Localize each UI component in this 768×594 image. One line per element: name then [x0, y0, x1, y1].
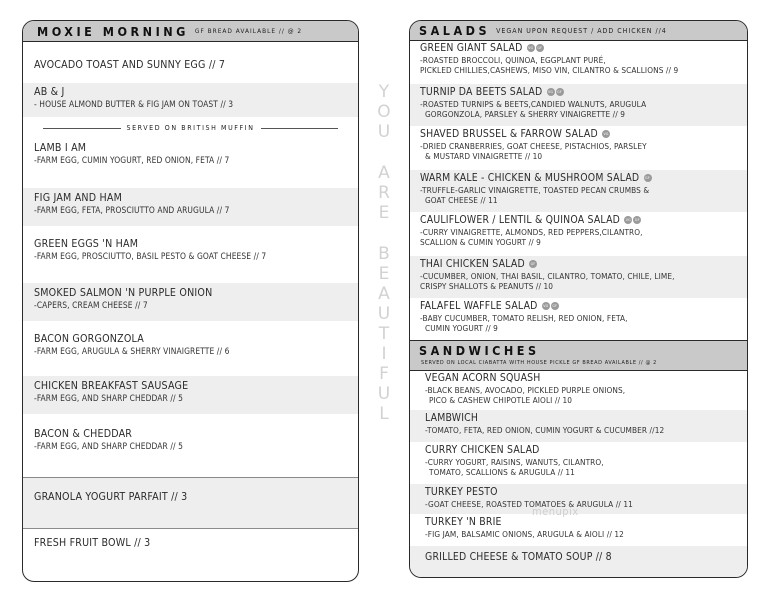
sandwich-item: [410, 444, 747, 484]
item-name: THAI CHICKEN SALAD: [420, 258, 525, 270]
salad-item: [410, 128, 747, 170]
item-desc: -ROASTED TURNIPS & BEETS,CANDIED WALNUTS, ARUGULA: [420, 98, 647, 109]
item-name-line: [420, 128, 747, 141]
vertical-gap: [372, 223, 396, 244]
item-name: GRILLED CHEESE & TOMATO SOUP // 8: [425, 551, 612, 563]
item-name: LAMB I AM: [34, 142, 87, 154]
item-name: VEGAN ACORN SQUASH: [425, 372, 541, 384]
item-name-line: [420, 300, 747, 313]
item-name: BACON & CHEDDAR: [34, 428, 133, 440]
item-name: AB & J: [34, 86, 65, 98]
lunch-menu-panel: [409, 20, 748, 578]
salad-item: [410, 256, 747, 298]
breakfast-header: [23, 21, 358, 42]
menu-item: [23, 142, 358, 172]
salad-item: [410, 170, 747, 212]
item-name: TURKEY PESTO: [425, 486, 498, 498]
item-name: CAULIFLOWER / LENTIL & QUINOA SALAD: [420, 214, 621, 226]
item-name: WARM KALE - CHICKEN & MUSHROOM SALAD: [420, 172, 640, 184]
item-desc: CUMIN YOGURT // 9: [425, 322, 498, 333]
vertical-letter: I: [381, 344, 387, 364]
item-name: GRANOLA YOGURT PARFAIT // 3: [34, 491, 188, 503]
salad-item: [410, 300, 747, 340]
vertical-letter: R: [378, 183, 390, 203]
vegan-badge-icon: VG: [543, 304, 549, 308]
item-desc: TOMATO, SCALLIONS & ARUGULA // 11: [429, 466, 575, 477]
divider-line: [43, 128, 121, 129]
vertical-letter: U: [377, 384, 391, 404]
menu-item: [23, 59, 358, 79]
menu-item: [23, 283, 358, 321]
muffin-divider: [43, 124, 338, 132]
item-name: GREEN EGGS 'N HAM: [34, 238, 139, 250]
item-desc: -CAPERS, CREAM CHEESE // 7: [34, 300, 148, 310]
item-name: SHAVED BRUSSEL & FARROW SALAD: [420, 128, 598, 140]
item-name: FIG JAM AND HAM: [34, 192, 123, 204]
vegan-badge-icon: VG: [547, 90, 554, 94]
item-name: TURKEY 'N BRIE: [425, 516, 502, 528]
item-name: LAMBWICH: [425, 412, 479, 424]
vegan-badge-icon: VG: [528, 46, 534, 50]
item-desc: GORGONZOLA, PARSLEY & SHERRY VINAIGRETTE // 9: [425, 108, 626, 119]
item-name: SMOKED SALMON 'N PURPLE ONION: [34, 287, 213, 299]
salad-item: [410, 42, 747, 84]
item-name-line: [420, 172, 747, 185]
item-name: FRESH FRUIT BOWL // 3: [34, 537, 151, 549]
item-desc: -FARM EGG, AND SHARP CHEDDAR // 5: [34, 393, 184, 403]
vertical-letter: A: [378, 284, 390, 304]
item-desc: - HOUSE ALMOND BUTTER & FIG JAM ON TOAST // 3: [34, 99, 234, 109]
sandwich-item: [410, 516, 747, 546]
menu-item: [23, 537, 358, 557]
item-desc: -FARM EGG, CUMIN YOGURT, RED ONION, FETA // 7: [34, 155, 230, 165]
gluten-free-badge-icon: GF: [530, 262, 536, 266]
salads-subtitle: VEGAN UPON REQUEST / ADD CHICKEN //4: [496, 26, 667, 35]
vertical-letter: O: [377, 102, 391, 122]
salad-item: [410, 84, 747, 126]
item-name: TURNIP DA BEETS SALAD: [420, 86, 543, 98]
menu-item: [23, 188, 358, 226]
sandwich-item: [410, 546, 747, 577]
vertical-letter: Y: [378, 82, 390, 102]
menu-item: [23, 333, 358, 363]
salads-header: [410, 21, 747, 41]
gluten-free-badge-icon: GF: [557, 90, 562, 94]
gluten-free-badge-icon: GF: [537, 46, 543, 50]
item-name: GREEN GIANT SALAD: [420, 42, 523, 54]
menu-item: [23, 83, 358, 117]
item-desc: -FARM EGG, FETA, PROSCIUTTO AND ARUGULA // 7: [34, 205, 230, 215]
item-desc: PICO & CASHEW CHIPOTLE AIOLI // 10: [429, 394, 573, 405]
vertical-letter: L: [379, 404, 389, 424]
vertical-gap: [372, 142, 396, 163]
vertical-letter: U: [377, 304, 391, 324]
item-name-line: [420, 86, 747, 99]
you-are-beautiful-text: [372, 82, 396, 512]
item-desc: -TOMATO, FETA, RED ONION, CUMIN YOGURT & CUCUMBER //12: [425, 424, 665, 435]
item-desc: -CURRY VINAIGRETTE, ALMONDS, RED PEPPERS,CILANTRO,: [420, 226, 643, 237]
item-desc: -BLACK BEANS, AVOCADO, PICKLED PURPLE ONIONS,: [425, 384, 626, 395]
vertical-letter: A: [378, 163, 390, 183]
item-desc: -CURRY YOGURT, RAISINS, WANUTS, CILANTRO,: [425, 456, 604, 467]
sandwiches-header: [410, 340, 747, 371]
breakfast-subtitle: GF BREAD AVAILABLE // @ 2: [194, 27, 303, 35]
sandwich-item: [410, 372, 747, 410]
sandwiches-subtitle: SERVED ON LOCAL CIABATTA WITH HOUSE PICKLE GF BREAD AVAILABLE // @ 2: [421, 360, 657, 366]
vegan-badge-icon: VG: [603, 132, 609, 136]
vertical-letter: U: [377, 122, 391, 142]
breakfast-menu-panel: [22, 20, 359, 582]
gluten-free-badge-icon: GF: [645, 176, 650, 180]
salads-title: SALADS: [419, 23, 491, 38]
menu-item: [23, 478, 358, 528]
menu-item: [23, 376, 358, 414]
vertical-letter: E: [378, 264, 390, 284]
item-name: BACON GORGONZOLA: [34, 333, 145, 345]
gluten-free-badge-icon: GF: [552, 304, 558, 308]
menu-item: [23, 238, 358, 268]
section-separator: [23, 528, 358, 529]
vertical-letter: T: [378, 324, 390, 344]
watermark-text: menupix: [532, 505, 579, 518]
item-desc: -FARM EGG, PROSCIUTTO, BASIL PESTO & GOAT CHEESE // 7: [34, 251, 267, 261]
item-name: CURRY CHICKEN SALAD: [425, 444, 540, 456]
item-name-line: [420, 42, 747, 55]
menu-item: [23, 428, 358, 458]
item-desc: -DRIED CRANBERRIES, GOAT CHEESE, PISTACHIOS, PARSLEY: [420, 140, 647, 151]
item-desc: -CUCUMBER, ONION, THAI BASIL, CILANTRO, TOMATO, CHILE, LIME,: [420, 270, 675, 281]
item-desc: -GOAT CHEESE, ROASTED TOMATOES & ARUGULA // 11: [425, 498, 633, 509]
item-name: CHICKEN BREAKFAST SAUSAGE: [34, 380, 189, 392]
item-desc: -FARM EGG, ARUGULA & SHERRY VINAIGRETTE // 6: [34, 346, 230, 356]
item-name: AVOCADO TOAST AND SUNNY EGG // 7: [34, 59, 226, 71]
item-desc: PICKLED CHILLIES,CASHEWS, MISO VIN, CILANTRO & SCALLIONS // 9: [420, 64, 679, 75]
vertical-letter: E: [378, 203, 390, 223]
breakfast-title: MOXIE MORNING: [37, 23, 189, 39]
sandwiches-title: SANDWICHES: [419, 343, 540, 358]
item-desc: SCALLION & CUMIN YOGURT // 9: [420, 236, 541, 247]
muffin-label: SERVED ON BRITISH MUFFIN: [126, 124, 255, 132]
gluten-free-badge-icon: GF: [634, 218, 640, 222]
item-desc: -TRUFFLE-GARLIC VINAIGRETTE, TOASTED PECAN CRUMBS &: [420, 184, 650, 195]
item-desc: GOAT CHEESE // 11: [425, 194, 498, 205]
vegan-badge-icon: VG: [625, 218, 631, 222]
item-desc: -ROASTED BROCCOLI, QUINOA, EGGPLANT PURÉ,: [420, 54, 606, 65]
item-name-line: [420, 214, 747, 227]
salad-item: [410, 214, 747, 256]
sandwich-item: [410, 410, 747, 442]
item-desc: -FARM EGG, AND SHARP CHEDDAR // 5: [34, 441, 184, 451]
vertical-letter: F: [379, 364, 389, 384]
vertical-letter: B: [378, 244, 390, 264]
divider-line: [261, 128, 339, 129]
item-name: FALAFEL WAFFLE SALAD: [420, 300, 538, 312]
item-desc: -BABY CUCUMBER, TOMATO RELISH, RED ONION, FETA,: [420, 312, 628, 323]
item-name-line: [420, 258, 747, 271]
item-desc: -FIG JAM, BALSAMIC ONIONS, ARUGULA & AIOLI // 12: [425, 528, 624, 539]
item-desc: & MUSTARD VINAIGRETTE // 10: [425, 150, 543, 161]
item-desc: CRISPY SHALLOTS & PEANUTS // 10: [420, 280, 554, 291]
